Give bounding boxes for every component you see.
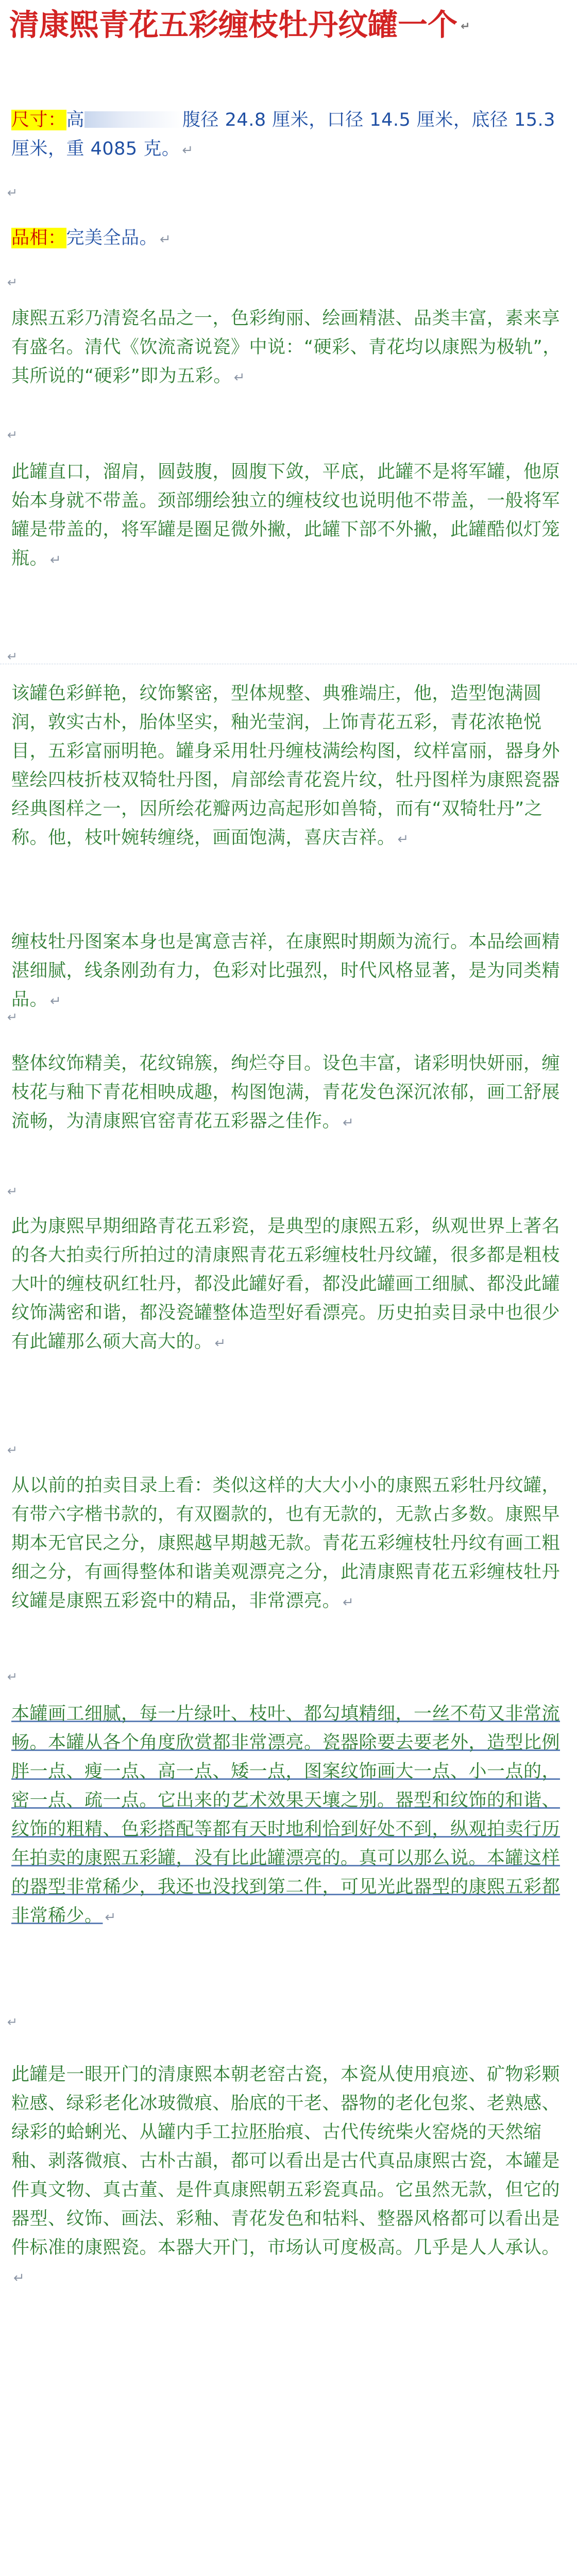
paragraph-authenticity	[11, 2060, 565, 2293]
paragraph-mark-icon: ↵	[13, 2270, 25, 2286]
title-text: 清康熙青花五彩缠枝牡丹纹罐一个	[9, 7, 458, 42]
paragraph-mark-icon: ↵	[343, 1595, 354, 1610]
paragraph-mark-icon: ↵	[7, 1670, 18, 1684]
paragraph-mark-icon: ↵	[214, 1336, 226, 1351]
paragraph-mark-icon: ↵	[7, 275, 18, 290]
condition-text: 完美全品。	[66, 228, 158, 248]
redacted-block	[84, 111, 182, 128]
paragraph-mark-icon: ↵	[50, 994, 62, 1009]
condition-label: 品相：	[11, 228, 66, 248]
paragraph-mark-icon: ↵	[50, 552, 62, 568]
paragraph-text: 缠枝牡丹图案本身也是寓意吉祥，在康熙时期颇为流行。本品绘画精湛细腻，线条刚劲有力，色彩对比强烈，时代风格显著，是为同类精品。	[11, 932, 561, 1010]
paragraph-text: 整体纹饰精美，花纹锦簇，绚烂夺目。设色丰富，诸彩明快妍丽，缠枝花与釉下青花相映成趣，构图饱满，青花发色深沉浓郁，画工舒展流畅，为清康熙官窑青花五彩器之佳作。	[11, 1053, 561, 1132]
paragraph-mark-icon: ↵	[7, 1010, 18, 1024]
paragraph-text: 此为康熙早期细路青花五彩瓷，是典型的康熙五彩，纵观世界上著名的各大拍卖行所拍过的清康熙青花五彩缠枝牡丹纹罐，很多都是粗枝大叶的缠枝矾红牡丹，都没此罐好看，都没此罐画工细腻、都没此罐纹饰满密和谐，都没瓷罐整体造型好看漂亮。历史拍卖目录中也很少有此罐那么硕大高大的。	[11, 1216, 561, 1352]
paragraph-mark-icon: ↵	[7, 2015, 18, 2029]
paragraph-comparison	[11, 1212, 565, 1358]
paragraph-mark-icon: ↵	[7, 1443, 18, 1457]
paragraph-mark-icon: ↵	[160, 232, 172, 247]
paragraph-pattern	[11, 928, 565, 1016]
paragraph-catalog	[11, 1471, 565, 1617]
size-details: 腹径 24.8 厘米，口径 14.5 厘米，底径 15.3 厘米，重 4085 克。	[11, 110, 555, 159]
paragraph-overall	[11, 1049, 565, 1137]
paragraph-mark-icon: ↵	[7, 186, 18, 200]
paragraph-mark-icon: ↵	[182, 143, 194, 158]
paragraph-mark-icon: ↵	[7, 649, 18, 664]
paragraph-mark-icon: ↵	[105, 1910, 116, 1925]
condition-paragraph	[11, 224, 565, 254]
paragraph-text: 该罐色彩鲜艳，纹饰繁密，型体规整、典雅端庄，他，造型饱满圆润，敦实古朴，胎体坚实，釉光莹润，上饰青花五彩，青花浓艳悦目，五彩富丽明艳。罐身采用牡丹缠枝满绘构图，纹样富丽，器身外壁绘四枝折枝双犄牡丹图，肩部绘青花瓷片纹，牡丹图样为康熙瓷器经典图样之一，因所绘花瓣两边高起形如兽犄，而有“双犄牡丹”之称。他，枝叶婉转缠绕，画面饱满，喜庆吉祥。	[11, 683, 561, 848]
paragraph-mark-icon: ↵	[233, 370, 246, 385]
paragraph-mark-icon: ↵	[397, 832, 409, 847]
size-height: 高	[66, 110, 85, 130]
paragraph-intro	[11, 304, 565, 392]
size-label: 尺寸：	[11, 110, 66, 130]
paragraph-mark-icon: ↵	[7, 1184, 18, 1199]
paragraph-text: 此罐直口，溜肩，圆鼓腹，圆腹下敛，平底，此罐不是将军罐，他原始本身就不带盖。颈部绷绘独立的缠枝纹也说明他不带盖，一般将军罐是带盖的，将军罐是圈足微外撇，此罐下部不外撇，此罐酷似灯笼瓶。	[11, 462, 561, 569]
paragraph-text: 本罐画工细腻，每一片绿叶、枝叶、都勾填精细，一丝不苟又非常流畅。本罐从各个角度欣赏都非常漂亮。瓷器除要去要老外，造型比例胖一点、瘦一点、高一点、矮一点，图案纹饰画大一点、小一点的，密一点、疏一点。它出来的艺术效果天壤之别。器型和纹饰的和谐、纹饰的粗精、色彩搭配等都有天时地利恰到好处不到，纵观拍卖行历年拍卖的康熙五彩罐，没有比此罐漂亮的。真可以那么说。本罐这样的器型非常稀少，我还也没找到第二件，可见光此器型的康熙五彩都非常稀少。	[11, 1704, 561, 1926]
paragraph-text: 从以前的拍卖目录上看：类似这样的大大小小的康熙五彩牡丹纹罐，有带六字楷书款的，有双圈款的，也有无款的，无款占多数。康熙早期本无官民之分，康熙越早期越无款。青花五彩缠枝牡丹纹有画工粗细之分，有画得整体和谐美观漂亮之分，此清康熙青花五彩缠枝牡丹纹罐是康熙五彩瓷中的精品，非常漂亮。	[11, 1475, 561, 1611]
paragraph-shape	[11, 458, 565, 575]
size-paragraph	[11, 106, 565, 165]
paragraph-text: 康熙五彩乃清瓷名品之一，色彩绚丽、绘画精湛、品类丰富，素来享有盛名。清代《饮流斋说瓷》中说：“硬彩、青花均以康熙为极轨”，其所说的“硬彩”即为五彩。	[11, 308, 561, 386]
paragraph-mark-icon: ↵	[7, 428, 18, 442]
paragraph-text: 此罐是一眼开门的清康熙本朝老窑古瓷，本瓷从使用痕迹、矿物彩颗粒感、绿彩老化冰玻微痕、胎底的干老、器物的老化包浆、老熟感、绿彩的蛤蜊光、从罐内手工拉胚胎痕、古代传统柴火窑烧的天然缩釉、剥落微痕、古朴古韻，都可以看出是古代真品康熙古瓷，本罐是件真文物、真古董、是件真康熙朝五彩瓷真品。它虽然无款，但它的器型、纹饰、画法、彩釉、青花发色和牯料、整器风格都可以看出是件标准的康熙瓷。本器大开门，市场认可度极高。几乎是人人承认。	[11, 2064, 561, 2258]
paragraph-craft	[11, 1699, 565, 1932]
article-title	[9, 3, 470, 48]
paragraph-decoration	[11, 679, 565, 854]
paragraph-mark-icon: ↵	[461, 20, 470, 33]
paragraph-mark-icon: ↵	[343, 1115, 354, 1131]
